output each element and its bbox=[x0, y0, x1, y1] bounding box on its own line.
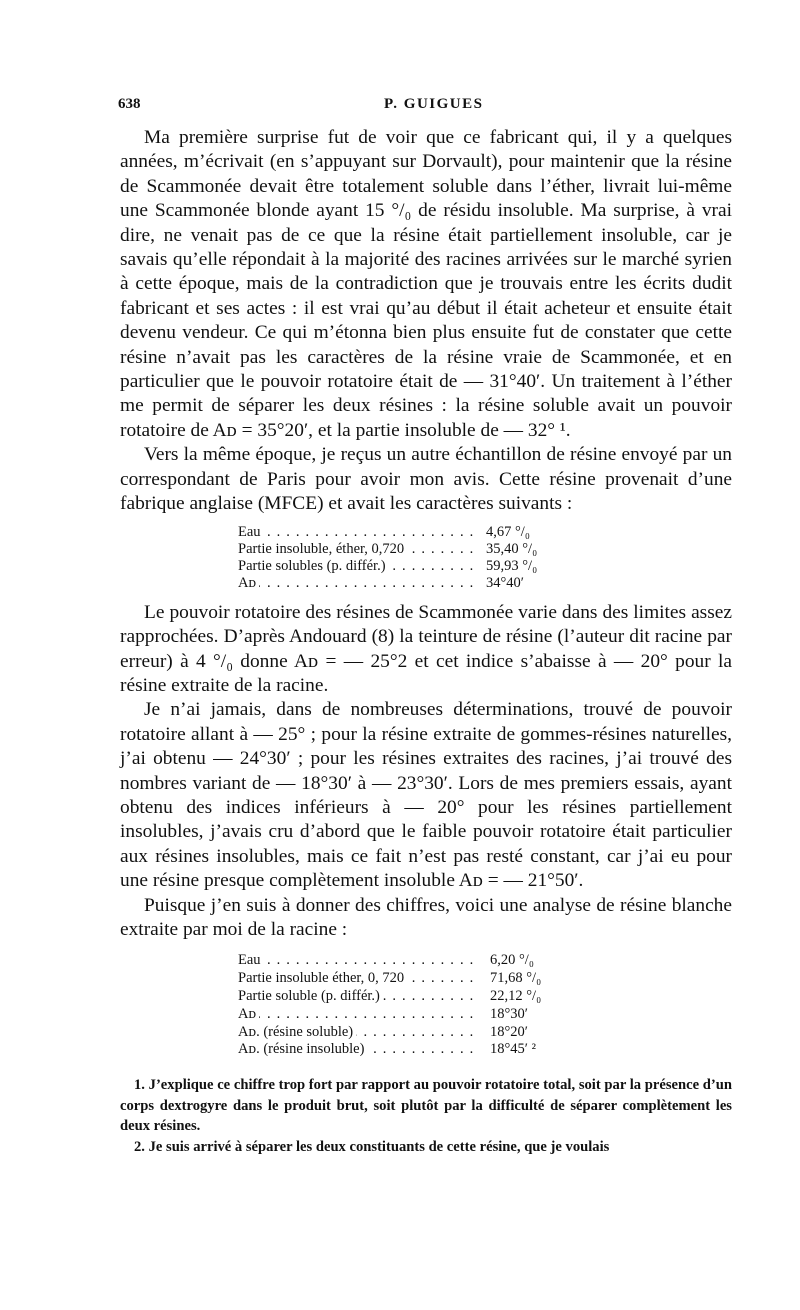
paragraph: Vers la même époque, je reçus un autre échantillon de résine envoyé par un correspondant de Paris pour avoir mon avis. Cette résine provenait d’une fabrique anglaise (MFCE) et avait les caractères suivants : bbox=[120, 444, 732, 515]
row-value: 4,67 °/₀ bbox=[486, 523, 530, 540]
table-row bbox=[238, 988, 560, 1006]
row-value: 34°40′ bbox=[486, 575, 524, 592]
paragraph: Puisque j’en suis à donner des chiffres, voici une analyse de résine blanche extraite par moi de la racine : bbox=[120, 894, 732, 940]
row-label: Partie soluble (p. différ.) bbox=[238, 988, 383, 1004]
row-value: 22,12 °/₀ bbox=[490, 987, 542, 1004]
body-text bbox=[120, 126, 732, 1066]
table-row bbox=[238, 558, 556, 575]
row-value: 18°30′ bbox=[490, 1005, 528, 1022]
analysis-table-1 bbox=[238, 524, 556, 593]
paragraph: Le pouvoir rotatoire des résines de Scammonée varie dans des limites assez rapprochées. D’après Andouard (8) la teinture de résine (l’auteur dit racine par erreur) à 4 °/₀ donne Aᴅ = — 25°2 et cet indice s’abaisse à — 20° pour la résine extraite de la racine. bbox=[120, 601, 732, 696]
row-label: Aᴅ bbox=[238, 575, 259, 591]
row-label: Partie insoluble éther, 0, 720 bbox=[238, 970, 407, 986]
analysis-table-2 bbox=[238, 952, 560, 1059]
paragraph: Ma première surprise fut de voir que ce fabricant qui, il y a quelques années, m’écrivait (en s’appuyant sur Dorvault), pour maintenir que la résine de Scammonée devait être totalement soluble dans l’éther, livrait lui-même une Scammonée blonde ayant 15 °/₀ de résidu insoluble. Ma surprise, à vrai dire, ne venait pas de ce que la résine était partiellement insoluble, car je savais qu’elle répondait à la majorité des racines arrivées sur le marché syrien à cette époque, mais de la contradiction que je trouvais entre les écrits dudit fabricant et ses actes : il est vrai qu’au début il était acheteur et ensuite était devenu vendeur. Ce qui m’étonna bien plus ensuite fut de constater que cette résine n’avait pas les caractères de la résine vraie de Scammonée, et en particulier que le pouvoir rotatoire était de — 31°40′. Un traitement à l’éther me permit de séparer les deux résines : la résine soluble avait un pouvoir rotatoire de Aᴅ = 35°20′, et la partie insoluble de — 32° ¹. bbox=[120, 127, 732, 441]
table-row bbox=[238, 1041, 560, 1059]
row-label: Partie insoluble, éther, 0,720 bbox=[238, 541, 407, 557]
page-number: 638 bbox=[118, 96, 141, 112]
table-row bbox=[238, 1024, 560, 1042]
row-label: Partie solubles (p. différ.) bbox=[238, 558, 389, 574]
running-head: P. GUIGUES bbox=[384, 96, 484, 112]
page-header bbox=[118, 96, 730, 120]
row-label: Aᴅ. (résine soluble) bbox=[238, 1024, 356, 1040]
row-label: Eau bbox=[238, 524, 264, 540]
row-value: 59,93 °/₀ bbox=[486, 558, 538, 575]
row-label: Aᴅ. (résine insoluble) bbox=[238, 1041, 367, 1057]
row-value: 71,68 °/₀ bbox=[490, 970, 542, 987]
footnotes bbox=[120, 1075, 732, 1157]
row-value: 6,20 °/₀ bbox=[490, 952, 534, 969]
row-label: Aᴅ bbox=[238, 1006, 259, 1022]
table-row bbox=[238, 970, 560, 988]
row-value: 18°20′ bbox=[490, 1023, 528, 1040]
table-row bbox=[238, 524, 556, 541]
table-row bbox=[238, 541, 556, 558]
paragraph: Je n’ai jamais, dans de nombreuses déterminations, trouvé de pouvoir rotatoire allant à — 25° ; pour la résine extraite de gommes-résines naturelles, j’ai obtenu — 24°30′ ; pour les résines extraites des racines, j’ai trouvé des nombres variant de — 18°30′ à — 23°30′. Lors de mes premiers essais, ayant obtenu des indices inférieurs à — 20° pour les résines partiellement insolubles, j’avais cru d’abord que le faible pouvoir rotatoire était particulier aux résines insolubles, mais ce fait n’est pas resté constant, car j’ai eu pour une résine presque complètement insoluble Aᴅ = — 21°50′. bbox=[120, 699, 732, 892]
table-row bbox=[238, 952, 560, 970]
footnote: 1. J’explique ce chiffre trop fort par rapport au pouvoir rotatoire total, soit par la présence d’un corps dextrogyre dans le produit brut, soit plutôt par la difficulté de séparer complètement les deux résines. bbox=[120, 1077, 732, 1134]
row-label: Eau bbox=[238, 952, 264, 968]
row-value: 18°45′ ² bbox=[490, 1041, 536, 1058]
table-row bbox=[238, 575, 556, 592]
footnote: 2. Je suis arrivé à séparer les deux constituants de cette résine, que je voulais bbox=[134, 1138, 610, 1155]
table-row bbox=[238, 1006, 560, 1024]
row-value: 35,40 °/₀ bbox=[486, 540, 538, 557]
